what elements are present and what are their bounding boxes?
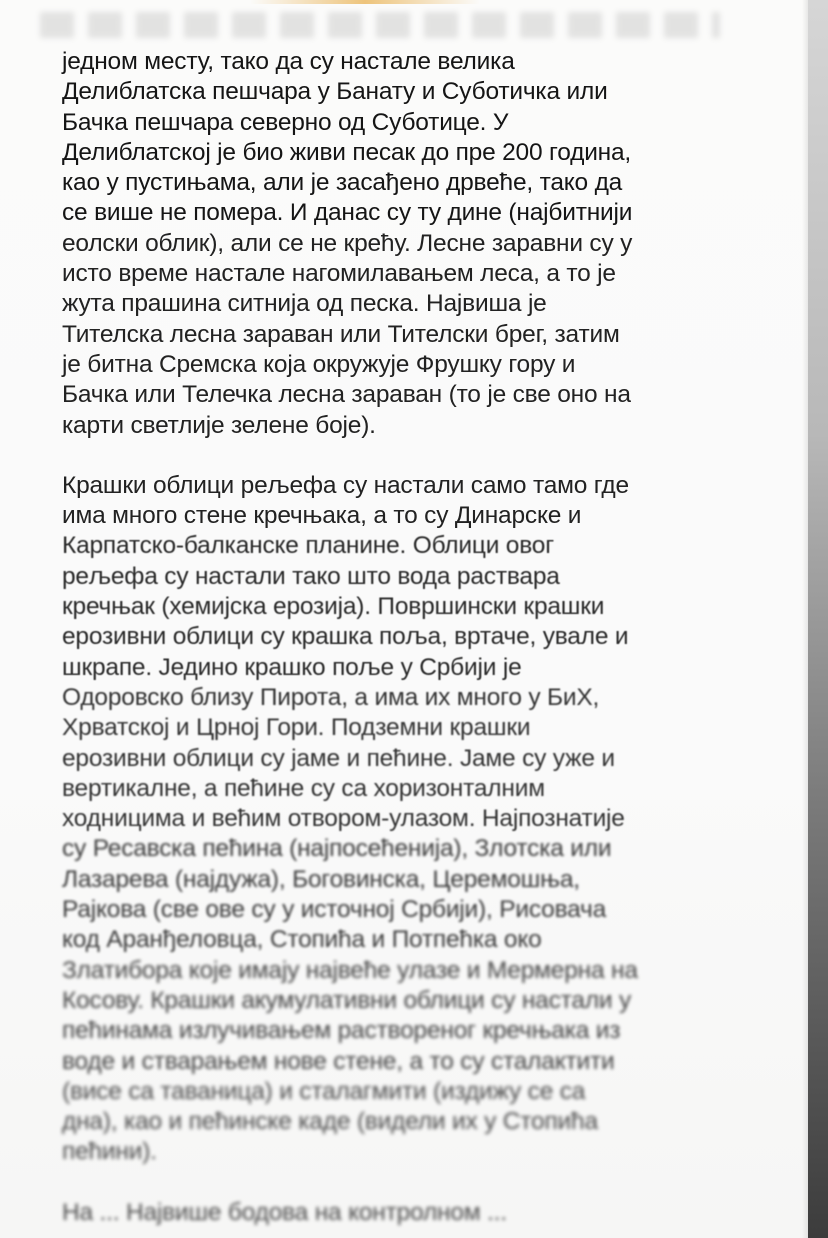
text-line: Бачка пешчара северно од Суботице. У: [62, 108, 509, 136]
paragraph-karst-relief: [62, 471, 762, 1168]
text-line: Златибора које имају највеће улазе и Мермерна на: [62, 956, 638, 984]
text-line: Косову. Крашки акумулативни облици су настали у: [62, 986, 632, 1014]
text-line: еолски облик), али се не крећу. Лесне заравни су у: [62, 229, 633, 257]
text-line: је битна Сремска која окружује Фрушку гору и: [62, 350, 576, 378]
text-line: Лазарева (најдужа), Боговинска, Церемошња,: [62, 865, 580, 893]
device-bezel-edge: [808, 0, 828, 1238]
text-line: Тителска лесна зараван или Тителски брег, затим: [62, 320, 620, 348]
text-line: Делиблатска пешчара у Банату и Суботичка или: [62, 78, 608, 106]
text-line: кречњак (хемијска ерозија). Површински крашки: [62, 593, 605, 621]
text-line: пећинама излучивањем раствореног кречњака из: [62, 1017, 621, 1045]
text-line: исто време настале нагомилавањем леса, а то је: [62, 260, 616, 288]
text-line: карти светлије зелене боје).: [62, 411, 376, 439]
text-line: пећини).: [62, 1138, 157, 1166]
light-reflection: [250, 0, 480, 4]
text-line: код Аранђеловца, Стопића и Потпећка око: [62, 926, 542, 954]
text-line: као у пустињама, али је засађено дрвеће, тако да: [62, 169, 623, 197]
text-line: Делиблатској је био живи песак до пре 200 година,: [62, 138, 632, 166]
paragraph-gap: [62, 1168, 762, 1198]
text-line: (висе са таваница) и сталагмити (издижу се са: [62, 1077, 586, 1105]
text-line: Хрватској и Црној Гори. Подземни крашки: [62, 714, 531, 742]
faded-previous-text: [40, 12, 720, 38]
text-line: рељефа су настали тако што вода раствара: [62, 562, 560, 590]
text-line: ерозивни облици су крашка поља, вртаче, увале и: [62, 623, 629, 651]
text-line: шкрапе. Једино крашко поље у Србији је: [62, 653, 522, 681]
text-line: су Ресавска пећина (најпосећенија), Злотска или: [62, 835, 612, 863]
document-body: [62, 47, 762, 1228]
text-line: жута прашина ситнија од песка. Највиша је: [62, 290, 547, 318]
text-line: вертикалне, а пећине су са хоризонталним: [62, 774, 545, 802]
text-line: На ... Највише бодова на контролном ...: [62, 1198, 507, 1226]
text-line: Одоровско близу Пирота, а има их много у БиХ,: [62, 683, 600, 711]
text-line: Карпатско-балканске планине. Облици овог: [62, 532, 554, 560]
text-line: Рајкова (све ове су у источној Србији), Рисовача: [62, 896, 607, 924]
paragraph-cutoff: [62, 1198, 762, 1228]
text-line: воде и стварањем нове стене, а то су сталактити: [62, 1047, 615, 1075]
text-line: има много стене кречњака, а то су Динарске и: [62, 502, 582, 530]
text-line: дна), као и пећинске каде (видели их у Стопића: [62, 1108, 598, 1136]
paragraph-gap: [62, 441, 762, 471]
text-line: Бачка или Телечка лесна зараван (то је све оно на: [62, 381, 631, 409]
text-line: се више не помера. И данас су ту дине (најбитнији: [62, 199, 633, 227]
text-line: Крашки облици рељефа су настали само тамо где: [62, 471, 629, 499]
paragraph-loess-sand: [62, 47, 762, 441]
text-line: ерозивни облици су јаме и пећине. Јаме су уже и: [62, 744, 615, 772]
text-line: ходницима и већим отвором-улазом. Најпознатије: [62, 805, 625, 833]
text-line: једном месту, тако да су настале велика: [62, 48, 515, 75]
